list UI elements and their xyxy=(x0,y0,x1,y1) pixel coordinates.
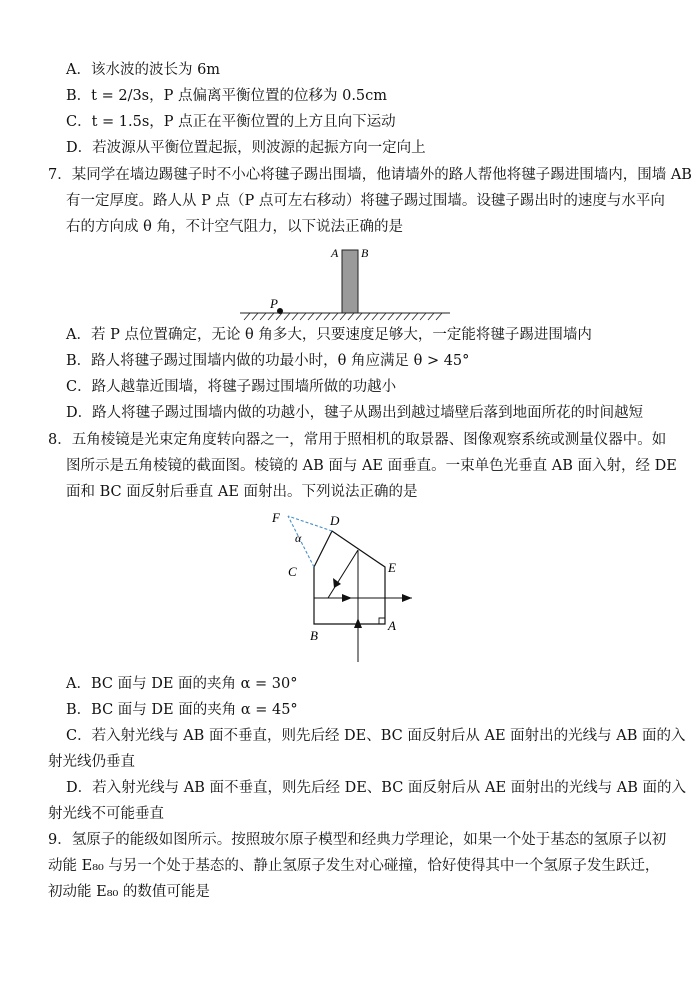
right-angle-mark xyxy=(379,618,385,624)
q6-option-c: C．t = 1.5s，P 点正在平衡位置的上方且向下运动 xyxy=(66,114,396,130)
q7-option-a: A．若 P 点位置确定，无论 θ 角多大，只要速度足够大，一定能将毽子踢进围墙内 xyxy=(66,327,592,343)
incident-arrow xyxy=(354,618,362,628)
q7-stem-line1: 7．某同学在墙边踢毽子时不小心将毽子踢出围墙，他请墙外的路人帮他将毽子踢进围墙内，围墙 AB xyxy=(48,167,692,183)
q7-stem-line3: 右的方向成 θ 角，不计空气阻力，以下说法正确的是 xyxy=(66,219,403,235)
label-p: P xyxy=(270,296,278,311)
q6-option-d: D．若波源从平衡位置起振，则波源的起振方向一定向上 xyxy=(66,140,426,156)
q9-stem-line2: 动能 E₈₀ 与另一个处于基态的、静止氢原子发生对心碰撞，恰好使得其中一个氢原子发生跃迁， xyxy=(48,858,660,874)
exit-arrow-inner xyxy=(342,594,352,602)
label-c: C xyxy=(288,564,297,579)
q8-stem-line1: 8．五角棱镜是光束定角度转向器之一，常用于照相机的取景器、图像观察系统或测量仪器中。如 xyxy=(48,432,667,448)
label-f: F xyxy=(272,510,280,525)
wall xyxy=(342,250,358,313)
q8-option-d-line2: 射光线不可能垂直 xyxy=(48,806,164,822)
label-e: E xyxy=(388,560,396,575)
q6-option-a: A．该水波的波长为 6m xyxy=(66,62,221,78)
q6-option-b: B．t = 2/3s，P 点偏离平衡位置的位移为 0.5cm xyxy=(66,88,388,104)
q8-option-a: A．BC 面与 DE 面的夹角 α = 30° xyxy=(66,676,298,692)
q8-option-d-line1: D．若入射光线与 AB 面不垂直，则先后经 DE、BC 面反射后从 AE 面射出的光线与 AB 面的入 xyxy=(66,780,687,796)
q8-pentaprism-figure xyxy=(262,506,452,666)
label-b: B xyxy=(361,246,369,260)
q9-stem-line3: 初动能 E₈₀ 的数值可能是 xyxy=(48,884,210,900)
q7-option-b: B．路人将毽子踢过围墙内做的功最小时，θ 角应满足 θ > 45° xyxy=(66,353,470,369)
q8-stem-line3: 面和 BC 面反射后垂直 AE 面射出。下列说法正确的是 xyxy=(66,484,418,500)
exit-arrow-outer xyxy=(402,594,412,602)
q8-stem-line2: 图所示是五角棱镜的截面图。棱镜的 AB 面与 AE 面垂直。一束单色光垂直 AB 面入射，经 DE xyxy=(66,458,677,474)
q7-option-d: D．路人将毽子踢过围墙内做的功越小，毽子从踢出到越过墙壁后落到地面所花的时间越短 xyxy=(66,405,644,421)
q7-option-c: C．路人越靠近围墙，将毽子踢过围墙所做的功越小 xyxy=(66,379,397,395)
q7-wall-figure xyxy=(240,240,460,325)
label-b: B xyxy=(310,628,318,643)
label-alpha: α xyxy=(295,531,302,545)
label-a: A xyxy=(331,246,339,260)
q8-option-b: B．BC 面与 DE 面的夹角 α = 45° xyxy=(66,702,298,718)
q9-stem-line1: 9．氢原子的能级如图所示。按照玻尔原子模型和经典力学理论，如果一个处于基态的氢原子以初 xyxy=(48,832,667,848)
q8-option-c-line1: C．若入射光线与 AB 面不垂直，则先后经 DE、BC 面反射后从 AE 面射出的光线与 AB 面的入 xyxy=(66,728,686,744)
reflected-ray-de xyxy=(328,550,358,598)
prism-outline xyxy=(314,531,385,624)
q7-stem-line2: 有一定厚度。路人从 P 点（P 点可左右移动）将毽子踢过围墙。设毽子踢出时的速度与水平向 xyxy=(66,193,665,209)
ground-hatching xyxy=(244,313,442,320)
label-a: A xyxy=(388,618,396,633)
q8-option-c-line2: 射光线仍垂直 xyxy=(48,754,135,770)
label-d: D xyxy=(330,513,340,528)
